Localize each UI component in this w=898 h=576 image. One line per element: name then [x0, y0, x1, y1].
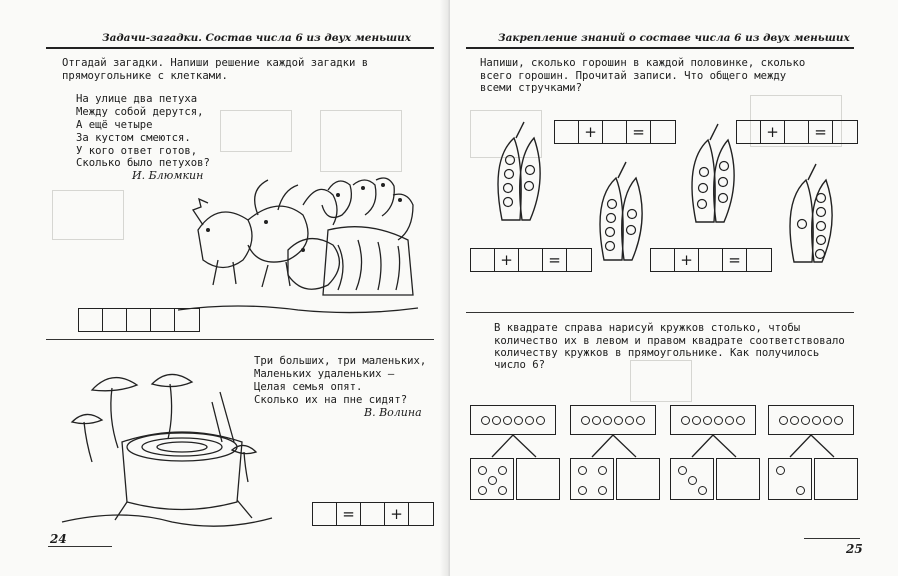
circle-mark [514, 416, 523, 425]
answer-cell[interactable] [567, 249, 591, 271]
plus-sign: + [761, 121, 785, 143]
empty-square-right[interactable] [814, 458, 858, 500]
riddle1-line: А ещё четыре [76, 119, 153, 131]
task2-line: число 6? [494, 359, 546, 371]
circle-mark [698, 486, 707, 495]
circle-mark [725, 416, 734, 425]
page-number-right: 25 [846, 542, 863, 556]
circle-mark [488, 476, 497, 485]
circle-mark [592, 416, 601, 425]
circle-mark [736, 416, 745, 425]
answer-cell[interactable] [833, 121, 857, 143]
pea-pod [784, 162, 844, 272]
answer-cell[interactable] [313, 503, 337, 525]
circle-mark [678, 466, 687, 475]
roosters-illustration [178, 170, 428, 320]
circle-mark [625, 416, 634, 425]
equals-sign: = [809, 121, 833, 143]
answer-cell[interactable] [603, 121, 627, 143]
circle-mark [478, 486, 487, 495]
plus-sign: + [579, 121, 603, 143]
riddle2-line: Сколько их на пне сидят? [254, 394, 408, 406]
pea-equation-4[interactable] [650, 248, 772, 272]
circle-mark [492, 416, 501, 425]
circle-mark [578, 486, 587, 495]
circle-mark [598, 466, 607, 475]
page-number-left: 24 [50, 532, 67, 546]
riddle2-author: В. Волина [364, 406, 422, 419]
plus-sign: + [675, 249, 699, 271]
task1-line: Напиши, сколько горошин в каждой половинке, сколько [480, 57, 806, 69]
circle-mark [776, 466, 785, 475]
page-number-rule [48, 546, 112, 547]
pea-pod [492, 120, 552, 230]
answer-grid-1[interactable] [78, 308, 200, 332]
dice-square-left [570, 458, 614, 500]
circle-mark [503, 416, 512, 425]
equals-sign: = [337, 503, 361, 525]
circle-mark [636, 416, 645, 425]
plus-sign: + [385, 503, 409, 525]
bleed-through-shape [220, 110, 292, 152]
circle-mark [681, 416, 690, 425]
six-circles-rect [470, 405, 556, 435]
six-circles-rect [768, 405, 854, 435]
circle-mark [834, 416, 843, 425]
empty-square-right[interactable] [616, 458, 660, 500]
answer-cell[interactable] [103, 309, 127, 331]
header-rule [466, 47, 854, 49]
riddle1-line: Между собой дерутся, [76, 106, 204, 118]
answer-cell[interactable] [409, 503, 433, 525]
empty-square-right[interactable] [516, 458, 560, 500]
instruction-line-1: Отгадай загадки. Напиши решение каждой загадки в [62, 57, 369, 69]
circle-mark [790, 416, 799, 425]
riddle1-line: За кустом смеются. [76, 132, 191, 144]
left-page [0, 0, 448, 576]
empty-square-right[interactable] [716, 458, 760, 500]
circle-mark [478, 466, 487, 475]
dice-square-left [768, 458, 812, 500]
answer-cell[interactable] [175, 309, 199, 331]
answer-cell[interactable] [699, 249, 723, 271]
page-number-rule [804, 538, 860, 539]
riddle2-line: Маленьких удаленьких — [254, 368, 395, 380]
six-circles-rect [670, 405, 756, 435]
circle-mark [779, 416, 788, 425]
circle-mark [692, 416, 701, 425]
task1-line: всеми стручками? [480, 82, 583, 94]
circle-mark [498, 486, 507, 495]
bleed-through-shape [52, 190, 124, 240]
circle-mark [498, 466, 507, 475]
equals-sign: = [723, 249, 747, 271]
right-page [450, 0, 898, 576]
circle-mark [812, 416, 821, 425]
answer-cell[interactable] [737, 121, 761, 143]
pea-equation-3[interactable] [470, 248, 592, 272]
circle-mark [525, 416, 534, 425]
six-circles-rect [570, 405, 656, 435]
mushrooms-stump-illustration [62, 362, 272, 532]
answer-cell[interactable] [79, 309, 103, 331]
circle-mark [603, 416, 612, 425]
circle-mark [703, 416, 712, 425]
pea-equation-1[interactable] [554, 120, 676, 144]
right-header: Закрепление знаний о составе числа 6 из двух меньших [498, 32, 850, 44]
plus-sign: + [495, 249, 519, 271]
riddle1-line: У кого ответ готов, [76, 145, 198, 157]
circle-mark [688, 476, 697, 485]
answer-cell[interactable] [519, 249, 543, 271]
header-rule [46, 47, 434, 49]
section-divider [466, 312, 854, 313]
task1-line: всего горошин. Прочитай записи. Что общего между [480, 70, 787, 82]
answer-cell[interactable] [785, 121, 809, 143]
riddle2-line: Три больших, три маленьких, [254, 355, 427, 367]
left-header: Задачи-загадки. Состав числа 6 из двух меньших [102, 32, 412, 44]
circle-mark [796, 486, 805, 495]
riddle2-line: Целая семья опят. [254, 381, 363, 393]
circle-mark [578, 466, 587, 475]
answer-cell[interactable] [555, 121, 579, 143]
circle-mark [823, 416, 832, 425]
answer-cell[interactable] [127, 309, 151, 331]
pea-equation-2[interactable] [736, 120, 858, 144]
pea-pod [594, 160, 654, 270]
dice-square-left [470, 458, 514, 500]
answer-cell[interactable] [651, 121, 675, 143]
task2-line: количество их в левом и правом квадрате соответствовало [494, 335, 845, 347]
bleed-through-shape [320, 110, 402, 172]
answer-cell[interactable] [651, 249, 675, 271]
circle-mark [536, 416, 545, 425]
task2-line: В квадрате справа нарисуй кружков столько, чтобы [494, 322, 801, 334]
answer-cell[interactable] [747, 249, 771, 271]
circle-mark [481, 416, 490, 425]
riddle1-author: И. Блюмкин [132, 169, 204, 182]
answer-grid-2[interactable] [312, 502, 434, 526]
instruction-line-2: прямоугольнике с клетками. [62, 70, 228, 82]
task2-line: количеству кружков в прямоугольнике. Как получилось [494, 347, 820, 359]
circle-mark [581, 416, 590, 425]
answer-cell[interactable] [471, 249, 495, 271]
answer-cell[interactable] [361, 503, 385, 525]
dice-square-left [670, 458, 714, 500]
riddle1-line: На улице два петуха [76, 93, 198, 105]
bleed-through-shape [630, 360, 692, 402]
circle-mark [801, 416, 810, 425]
riddle1-line: Сколько было петухов? [76, 157, 210, 169]
equals-sign: = [627, 121, 651, 143]
circle-mark [714, 416, 723, 425]
section-divider [46, 339, 434, 340]
circle-mark [598, 486, 607, 495]
circle-mark [614, 416, 623, 425]
answer-cell[interactable] [151, 309, 175, 331]
equals-sign: = [543, 249, 567, 271]
